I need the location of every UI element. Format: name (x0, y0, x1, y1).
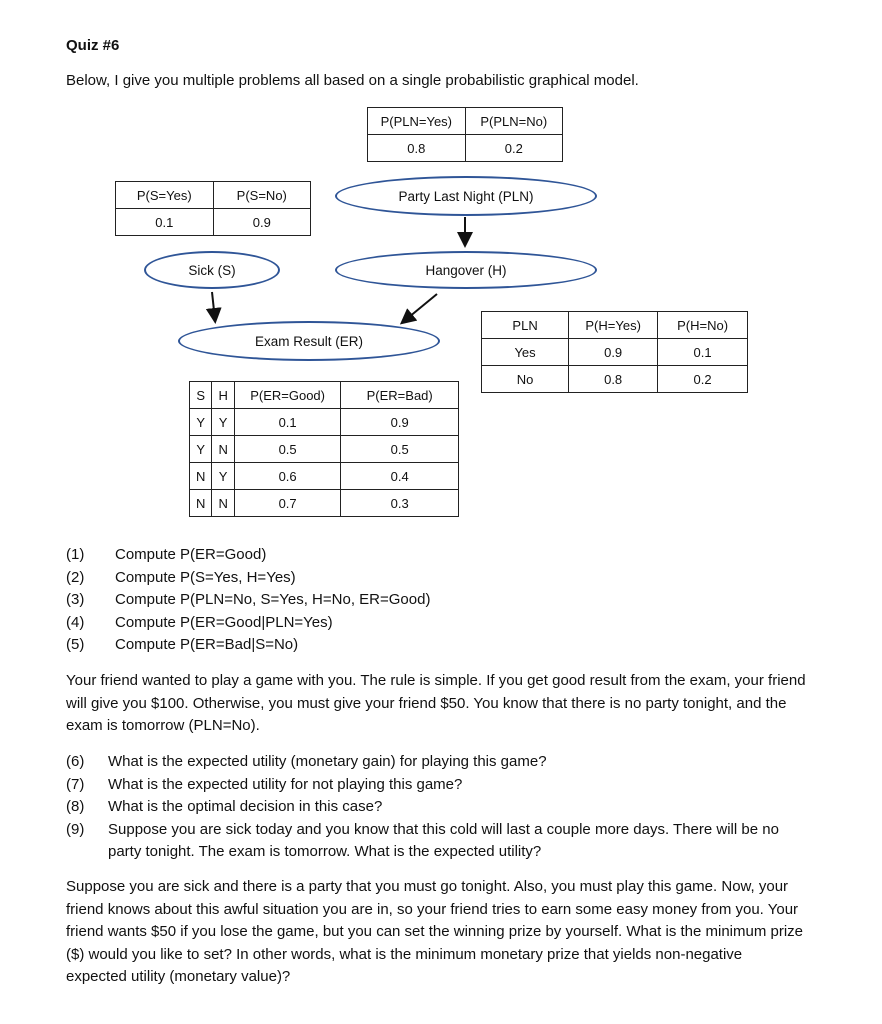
er-table-cell: N (190, 490, 212, 517)
table-row (190, 490, 459, 517)
node-sick-label: Sick (S) (188, 262, 236, 278)
questions-part-b (66, 751, 806, 864)
pln-no-header: P(PLN=No) (465, 108, 562, 135)
er-table-cell: 0.7 (234, 490, 341, 517)
sick-yes-value: 0.1 (116, 209, 214, 236)
question-text: Compute P(PLN=No, S=Yes, H=No, ER=Good) (115, 591, 431, 608)
h-table-header-no: P(H=No) (658, 312, 748, 339)
edge-sick-to-exam (212, 292, 215, 320)
question-number: (8) (66, 798, 85, 815)
question-text: Compute P(S=Yes, H=Yes) (115, 568, 296, 586)
er-table-cell: N (212, 490, 234, 517)
pln-no-value: 0.2 (465, 135, 562, 162)
question-text: What is the expected utility (monetary gain) for playing this game? (108, 753, 547, 770)
question-number: (7) (66, 775, 85, 793)
question-text: Compute P(ER=Bad|S=No) (115, 636, 299, 653)
er-table-cell: 0.4 (341, 463, 459, 490)
h-table-header-yes: P(H=Yes) (569, 312, 658, 339)
er-table-cell: Y (212, 409, 234, 436)
question-text: What is the expected utility for not playing this game? (108, 775, 463, 793)
hangover-cpt-table (481, 311, 748, 393)
sick-yes-header: P(S=Yes) (116, 182, 214, 209)
h-table-cell: 0.2 (658, 366, 748, 393)
intro-text: Below, I give you multiple problems all based on a single probabilistic graphical model. (66, 72, 639, 89)
h-table-cell: 0.9 (569, 339, 658, 366)
pln-yes-header: P(PLN=Yes) (368, 108, 466, 135)
sick-no-value: 0.9 (213, 209, 310, 236)
question-number: (6) (66, 753, 85, 770)
er-table-cell: N (212, 436, 234, 463)
list-item (66, 774, 806, 797)
node-exam-result-label: Exam Result (ER) (254, 333, 364, 349)
h-table-cell: Yes (482, 339, 569, 366)
exam-result-cpt-table (189, 381, 459, 517)
node-party-last-night-label: Party Last Night (PLN) (398, 188, 534, 204)
list-item (66, 796, 806, 819)
question-number: (9) (66, 820, 85, 838)
party-scenario-paragraph: Suppose you are sick and there is a party that you must go tonight. Also, you must play this game. Now, your friend knows about this awful situation you are in, so your friend tries to earn some easy money from you. Your friend wants $50 if you lose the game, but you can set the winning prize by yourself. What is the minimum prize ($) would you like to set? In other words, what is the minimum monetary prize that yields non-negative expected utility (monetary value)? (66, 878, 804, 985)
er-table-cell: 0.5 (341, 436, 459, 463)
game-description-paragraph: Your friend wanted to play a game with you. The rule is simple. If you get good result from the exam, your friend will give you $100. Otherwise, you must give your friend $50. You know that there is no party tonight, and the exam is tomorrow (PLN=No). (66, 672, 806, 734)
er-table-cell: 0.3 (341, 490, 459, 517)
question-text: What is the optimal decision in this case? (108, 798, 383, 815)
question-number: (1) (66, 546, 85, 563)
er-table-cell: 0.9 (341, 409, 459, 436)
question-text: Compute P(ER=Good|PLN=Yes) (115, 613, 333, 631)
list-item (66, 634, 826, 657)
question-text: Compute P(ER=Good) (115, 546, 267, 563)
node-hangover-label: Hangover (H) (425, 262, 507, 278)
er-table-header-bad: P(ER=Bad) (341, 382, 459, 409)
er-table-cell: Y (190, 436, 212, 463)
table-row (190, 463, 459, 490)
h-table-cell: 0.8 (569, 366, 658, 393)
question-text: Suppose you are sick today and you know that this cold will last a couple more days. There will be no party tonight. The exam is tomorrow. What is the expected utility? (108, 820, 779, 860)
quiz-title: Quiz #6 (66, 37, 120, 54)
list-item (66, 589, 826, 612)
table-row (190, 436, 459, 463)
er-table-cell: Y (212, 463, 234, 490)
er-table-header-s: S (190, 382, 212, 409)
question-number: (2) (66, 568, 85, 586)
list-item (66, 612, 826, 635)
list-item (66, 819, 806, 864)
er-table-header-h: H (212, 382, 234, 409)
table-row (482, 339, 748, 366)
h-table-header-pln: PLN (482, 312, 569, 339)
er-table-cell: N (190, 463, 212, 490)
list-item (66, 751, 806, 774)
h-table-cell: No (482, 366, 569, 393)
table-row (190, 409, 459, 436)
pln-yes-value: 0.8 (368, 135, 466, 162)
edge-hangover-to-exam (403, 294, 437, 322)
list-item (66, 567, 826, 590)
sick-no-header: P(S=No) (213, 182, 310, 209)
er-table-cell: 0.6 (234, 463, 341, 490)
question-number: (4) (66, 613, 85, 631)
h-table-cell: 0.1 (658, 339, 748, 366)
question-number: (3) (66, 591, 85, 608)
question-number: (5) (66, 636, 85, 653)
er-table-cell: 0.1 (234, 409, 341, 436)
er-table-cell: 0.5 (234, 436, 341, 463)
er-table-header-good: P(ER=Good) (234, 382, 341, 409)
table-row (482, 366, 748, 393)
list-item (66, 544, 826, 567)
er-table-cell: Y (190, 409, 212, 436)
questions-part-a (66, 544, 826, 657)
